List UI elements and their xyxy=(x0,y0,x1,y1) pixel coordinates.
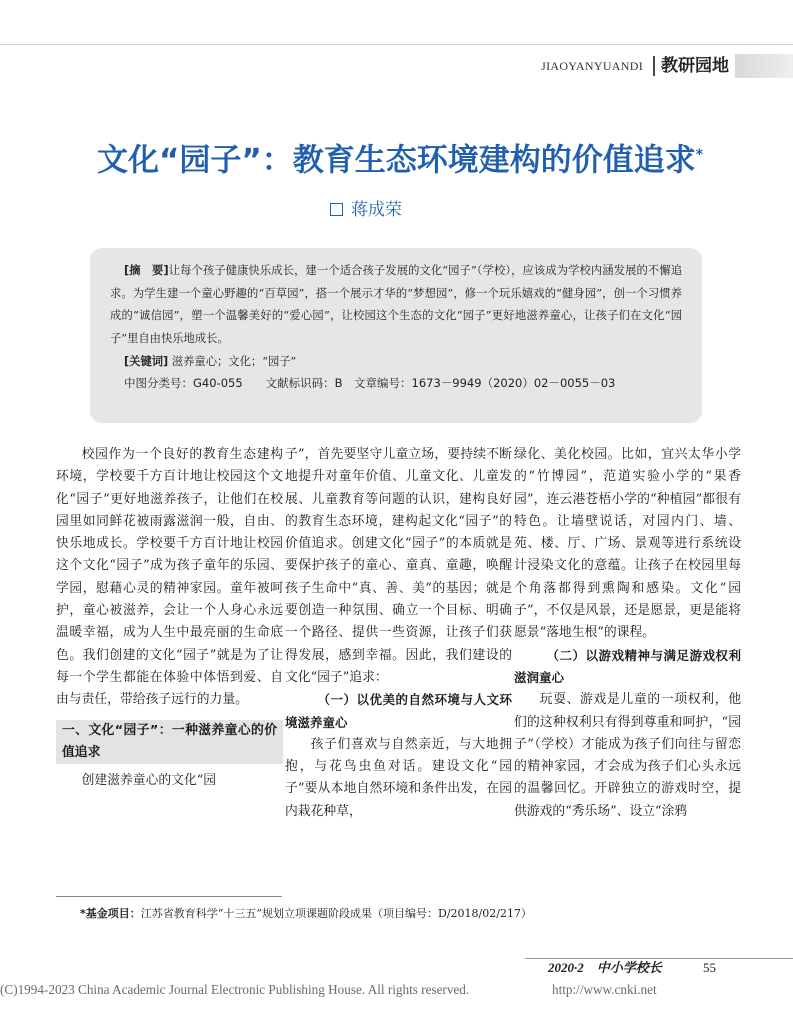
body-paragraph: 孩子们喜欢与自然亲近，与大地拥抱，与花鸟虫鱼对话。建设文化“园子”要从本地自然环境和条件出发，在园内栽花种草， xyxy=(285,736,512,819)
body-column-1 xyxy=(56,444,283,792)
footnote-label: *基金项目： xyxy=(80,907,141,920)
author-box-icon xyxy=(330,203,343,216)
body-paragraph: 子”，首先要坚守儿童立场，要持续不断地提升对童年价值、儿童文化、儿童发展、儿童教育等问题的认识，建构良好的教育生态环境，建构起文化“园子”的价值追求。创建文化“园子”的本质就是要保护孩子的童心、童真、童趣，唤醒孩子生命中“真、善、美”的基因；就是要创造一种氛围、确立一个目标、明确一个路径、提供一些资源，让孩子们获得发展，感到幸福。因此，我们建设的文化“园子”追求： xyxy=(285,447,512,685)
abstract-label: [摘 要] xyxy=(124,264,169,277)
author-line xyxy=(330,196,470,224)
body-paragraph: 校园作为一个良好的教育生态建构环境，学校要千方百计地让校园这个文化“园子”更好地滋养孩子，让他们在校园里如同鲜花被雨露滋润一般，自由、快乐地成长。学校要千方百计地让校园这个文化“园子”成为孩子童年的乐园、学园，慰藉心灵的精神家园。童年被呵护，童心被滋养，会让一个人身心永远温暖幸福，成为人生中最亮丽的生命底色。我们创建的文化“园子”就是为了让每一个学生都能在体验中体悟到爱、自由与责任，带给孩子远行的力量。 xyxy=(56,447,283,708)
article-title-text: 文化“园子”：教育生态环境建构的价值追求 xyxy=(96,142,696,179)
body-paragraph: 玩耍、游戏是儿童的一项权利，他们的这种权利只有得到尊重和呵护，“园子”（学校）才能成为孩子们向往与留恋的精神家园，才会成为孩子们心头永远的温馨回忆。开辟独立的游戏时空，提供游戏的“秀乐场”、设立“涂鸦 xyxy=(514,692,741,819)
page-number: 55 xyxy=(703,960,716,975)
keywords-text: 滋养童心；文化；“园子” xyxy=(171,355,297,368)
footnote-rule xyxy=(56,896,282,897)
copyright-url: http://www.cnki.net xyxy=(552,982,657,997)
sub-heading-1: （一）以优美的自然环境与人文环境滋养童心 xyxy=(285,692,512,730)
section-heading-1: 一、文化“园子”：一种滋养童心的价值追求 xyxy=(56,720,283,764)
article-title xyxy=(70,132,730,178)
footer-issue: 2020·2 中小学校长 xyxy=(548,960,662,975)
sub-heading-2: （二）以游戏精神与满足游戏权利滋润童心 xyxy=(514,647,741,685)
abstract-paragraph xyxy=(110,260,682,350)
header-column-title: 教研园地 xyxy=(661,56,729,76)
body-column-3 xyxy=(514,444,741,823)
header-column-pinyin: JIAOYANYUANDI xyxy=(541,59,643,73)
abstract-text: 让每个孩子健康快乐成长，建一个适合孩子发展的文化“园子”（学校），应该成为学校内涵发展的不懈追求。为学生建一个童心野趣的“百草园”，搭一个展示才华的“梦想园”，修一个玩乐嬉戏的“健身园”，创一个习惯养成的“诚信园”，塑一个温馨美好的“爱心园”，让校园这个生态的文化“园子”更好地滋养童心，让孩子们在文化“园子”里自由快乐地成长。 xyxy=(110,264,682,345)
footnote xyxy=(80,904,720,924)
keywords-label: [关键词] xyxy=(124,355,169,368)
body-paragraph: 绿化、美化校园。比如，宜兴太华小学的“竹博园”，范道实验小学的“果香园”，连云港苍梧小学的“种植园”都很有特色。让墙壁说话，对园内门、墙、苑、楼、厅、广场、景观等进行系统设计浸染文化的意蕴。让孩子在校园里每个角落都得到熏陶和感染。文化“园子”，不仅是风景，还是愿景，更是能将愿景“落地生根”的课程。 xyxy=(514,447,741,641)
article-title-footnote-mark: * xyxy=(695,147,704,163)
copyright-line xyxy=(0,979,793,1001)
body-paragraph: 创建滋养童心的文化“园 xyxy=(81,772,217,788)
keywords-line xyxy=(124,351,682,373)
header-rule xyxy=(0,44,793,45)
footnote-text: 江苏省教育科学“十三五”规划立项课题阶段成果（项目编号：D/2018/02/217） xyxy=(140,907,532,920)
copyright-text: (C)1994-2023 China Academic Journal Electronic Publishing House. All rights reserved. xyxy=(0,982,470,997)
header-divider xyxy=(653,56,655,76)
classification-line: 中图分类号：G40-055 文献标识码：B 文章编号：1673－9949（2020）02－0055－03 xyxy=(124,376,616,390)
author-name: 蒋成荣 xyxy=(351,200,402,220)
abstract-box xyxy=(90,248,702,423)
body-column-2 xyxy=(285,444,512,823)
